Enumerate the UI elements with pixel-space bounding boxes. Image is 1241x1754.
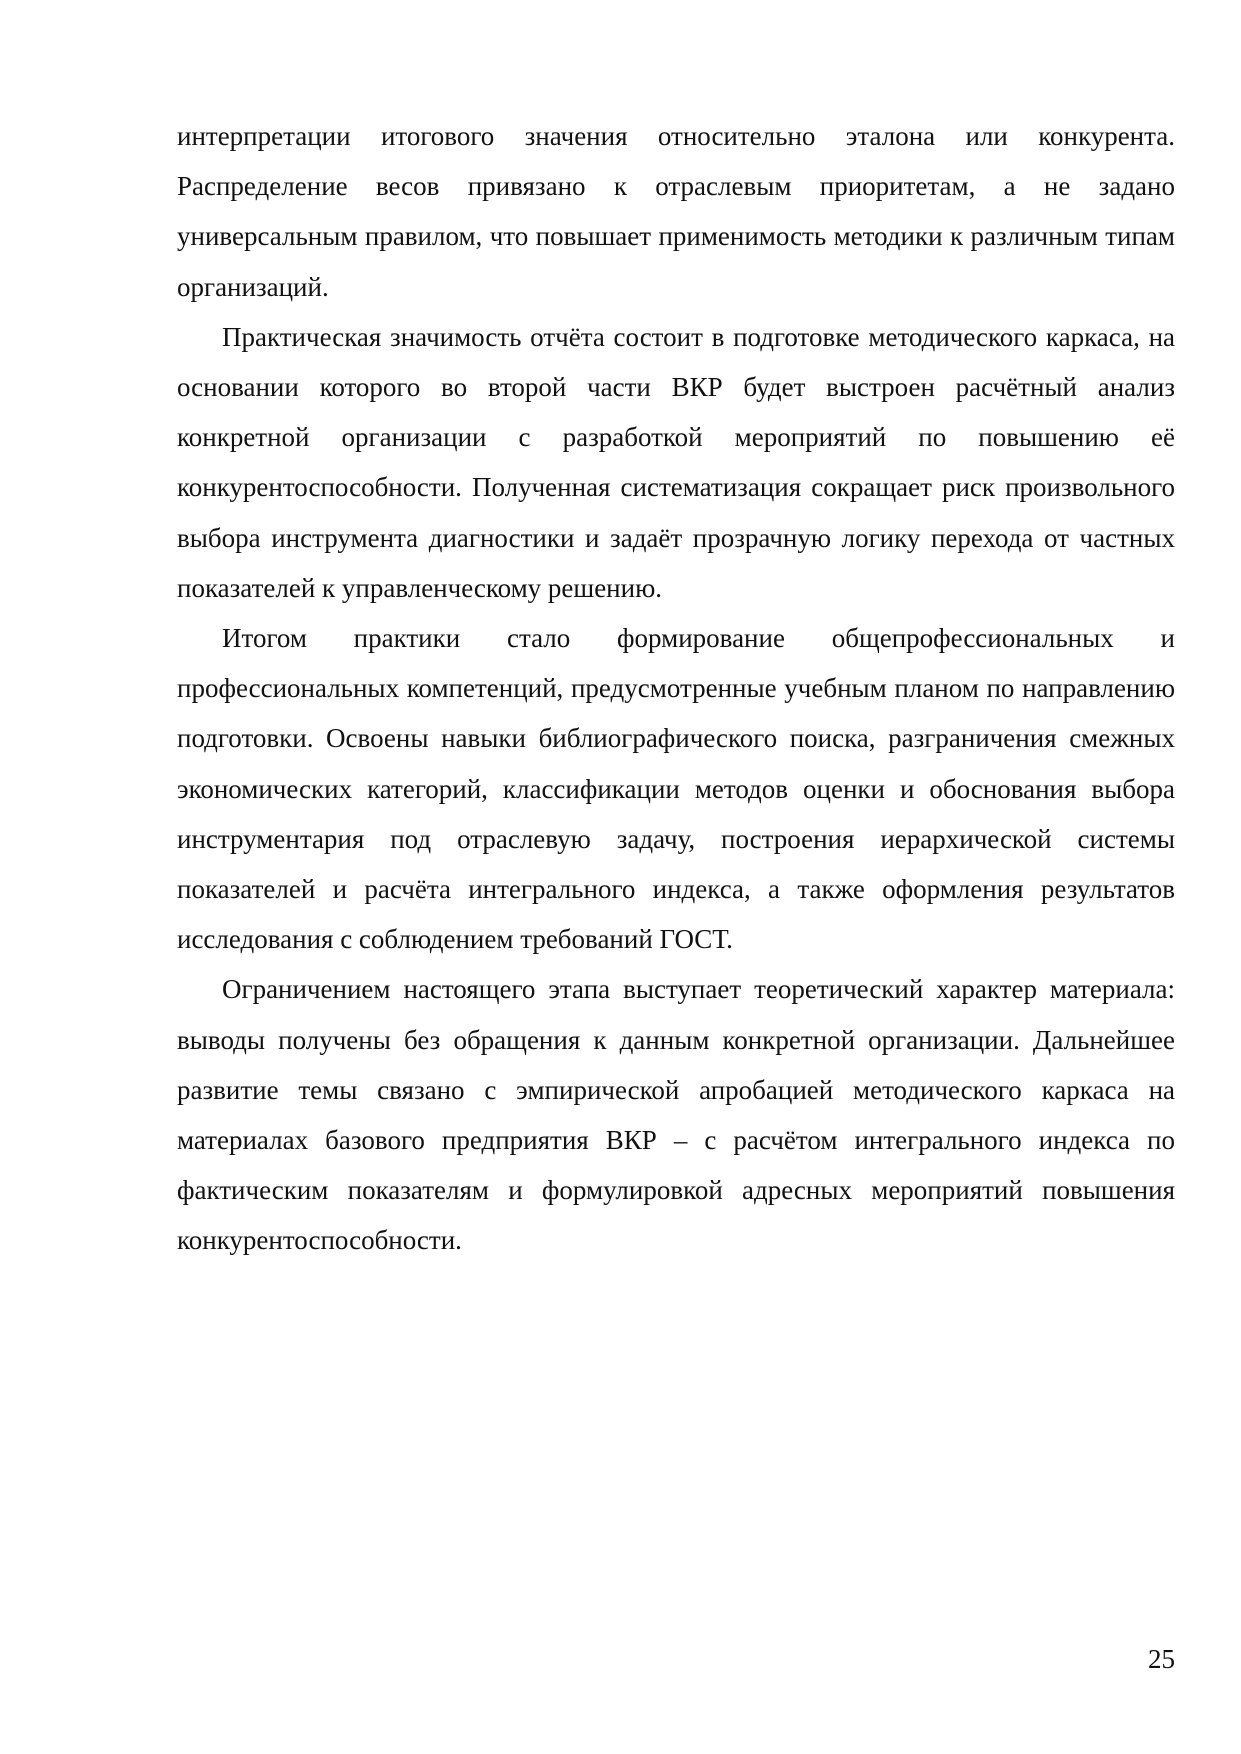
paragraph-continued: интерпретации итогового значения относительно эталона или конкурента. Распределение весов привязано к отраслевым приоритетам, а не задано универсальным правилом, что повышает применимость методики к различным типам организаций.: [177, 121, 1175, 302]
paragraph-practical-significance: Практическая значимость отчёта состоит в подготовке методического каркаса, на основании которого во второй части ВКР будет выстроен расчётный анализ конкретной организации с разработкой мероприятий по повышению её конкурентоспособности. Полученная систематизация сокращает риск произвольного выбора инструмента диагностики и задаёт прозрачную логику перехода от частных показателей к управленческому решению.: [177, 321, 1175, 603]
document-body: [177, 111, 1175, 1266]
paragraph-limitations: Ограничением настоящего этапа выступает теоретический характер материала: выводы получены без обращения к данным конкретной организации. Дальнейшее развитие темы связано с эмпирической апробацией методического каркаса на материалах базового предприятия ВКР – с расчётом интегрального индекса по фактическим показателям и формулировкой адресных мероприятий повышения конкурентоспособности.: [177, 974, 1175, 1256]
page-number: 25: [1148, 1644, 1175, 1674]
paragraph-practice-results: Итогом практики стало формирование общепрофессиональных и профессиональных компетенций, предусмотренные учебным планом по направлению подготовки. Освоены навыки библиографического поиска, разграничения смежных экономических категорий, классификации методов оценки и обоснования выбора инструментария под отраслевую задачу, построения иерархической системы показателей и расчёта интегрального индекса, а также оформления результатов исследования с соблюдением требований ГОСТ.: [177, 623, 1175, 955]
